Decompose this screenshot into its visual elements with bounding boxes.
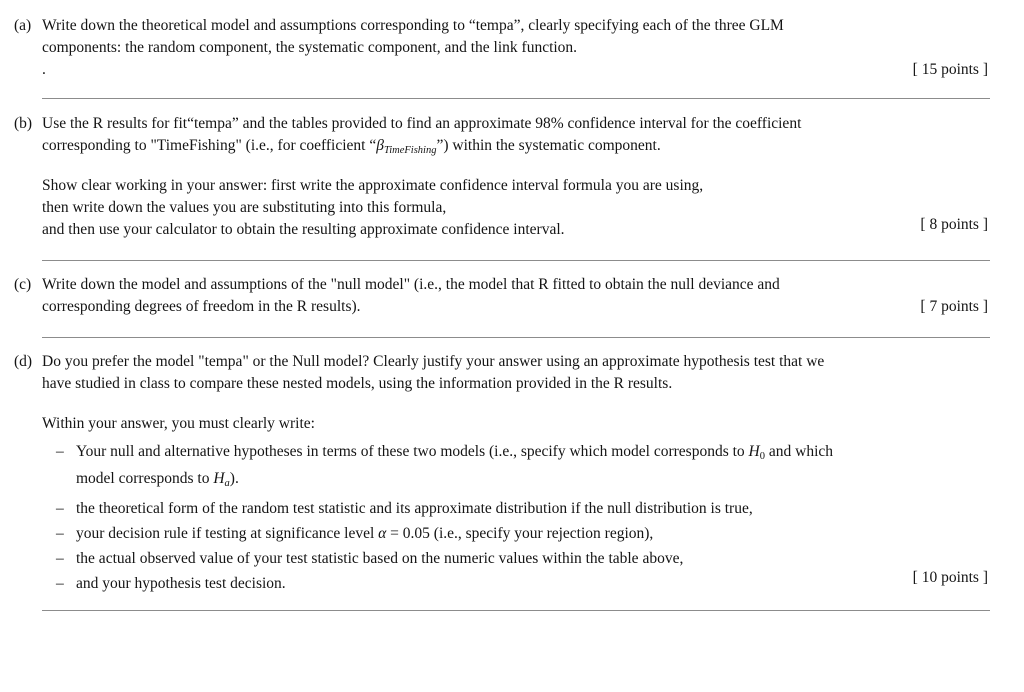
bullet-4-text: the actual observed value of your test statistic based on the numeric values within the table above, [76,550,684,567]
bullet-1-line-2: model corresponds to [76,470,214,487]
question-c-points: [ 7 points ] [920,298,988,315]
question-d-points: [ 10 points ] [912,569,988,586]
question-b-line-2-post: ”) within the systematic component. [436,137,661,154]
bullet-3-text: your decision rule if testing at significance level [76,525,379,542]
question-a-label: (a) [14,17,32,34]
bullet-3-post: (i.e., specify your rejection region), [429,525,654,542]
question-b-line-2 [42,135,990,162]
beta-symbol: β [376,137,384,154]
bullet-dash: – [56,500,64,517]
alpha-symbol: α [378,525,387,542]
question-b-para2-line-1: Show clear working in your answer: first write the approximate confidence interval formula you are using, [42,177,704,194]
bullet-1-text: Your null and alternative hypotheses in terms of these two models (i.e., specify which model corresponds to [76,443,749,460]
bullet-1-mid: and which [765,443,834,460]
beta-subscript: TimeFishing [383,145,437,156]
question-c-line-2: corresponding degrees of freedom in the R results). [42,298,361,315]
bullet-1-line-2-post: ). [229,470,239,487]
question-b-line-1: Use the R results for fit“tempa” and the tables provided to find an approximate 98% confidence interval for the coefficient [42,115,802,132]
question-a-line-1: Write down the theoretical model and assumptions corresponding to “tempa”, clearly specifying each of the three GLM [42,17,784,34]
question-b-points: [ 8 points ] [920,216,988,233]
question-d [14,351,990,598]
question-d-label: (d) [14,353,33,370]
question-d-line-1: Do you prefer the model "tempa" or the Null model? Clearly justify your answer using an approximate hypothesis test that we [42,353,825,370]
question-d-intro: Within your answer, you must clearly write: [42,415,315,432]
list-item [42,523,990,545]
question-b-label: (b) [14,115,33,132]
h0-symbol: H [748,443,760,460]
question-d-line-2: have studied in class to compare these nested models, using the information provided in the R results. [42,375,673,392]
question-a-dot: . [42,61,46,78]
question-b [14,113,990,241]
ha-symbol: H [213,470,225,487]
divider-a [42,98,990,99]
bullet-dash: – [56,525,64,542]
list-item [42,573,990,595]
bullet-dash: – [56,550,64,567]
question-b-para2-line-2: then write down the values you are substituting into this formula, [42,199,447,216]
bullet-5-text: and your hypothesis test decision. [76,575,286,592]
bullet-dash: – [56,443,64,460]
question-c [14,274,990,318]
divider-d [42,610,990,611]
question-c-line-1: Write down the model and assumptions of the "null model" (i.e., the model that R fitted to obtain the null deviance and [42,276,780,293]
h0-subscript: 0 [759,451,765,462]
divider-b [42,260,990,261]
bullet-dash: – [56,575,64,592]
list-item [42,441,990,495]
question-b-line-2-pre: corresponding to "TimeFishing" (i.e., for coefficient “ [42,137,377,154]
ha-subscript: a [224,478,230,489]
question-a [14,15,990,81]
question-b-para2-line-3: and then use your calculator to obtain the resulting approximate confidence interval. [42,221,565,238]
question-a-line-2: components: the random component, the systematic component, and the link function. [42,39,578,56]
list-item [42,548,990,570]
question-c-label: (c) [14,276,32,293]
bullet-2-text: the theoretical form of the random test statistic and its approximate distribution if the null distribution is true, [76,500,753,517]
requirements-list [42,441,990,595]
list-item [42,498,990,520]
divider-c [42,337,990,338]
question-a-points: [ 15 points ] [912,61,988,78]
alpha-value: = 0.05 [386,525,430,542]
